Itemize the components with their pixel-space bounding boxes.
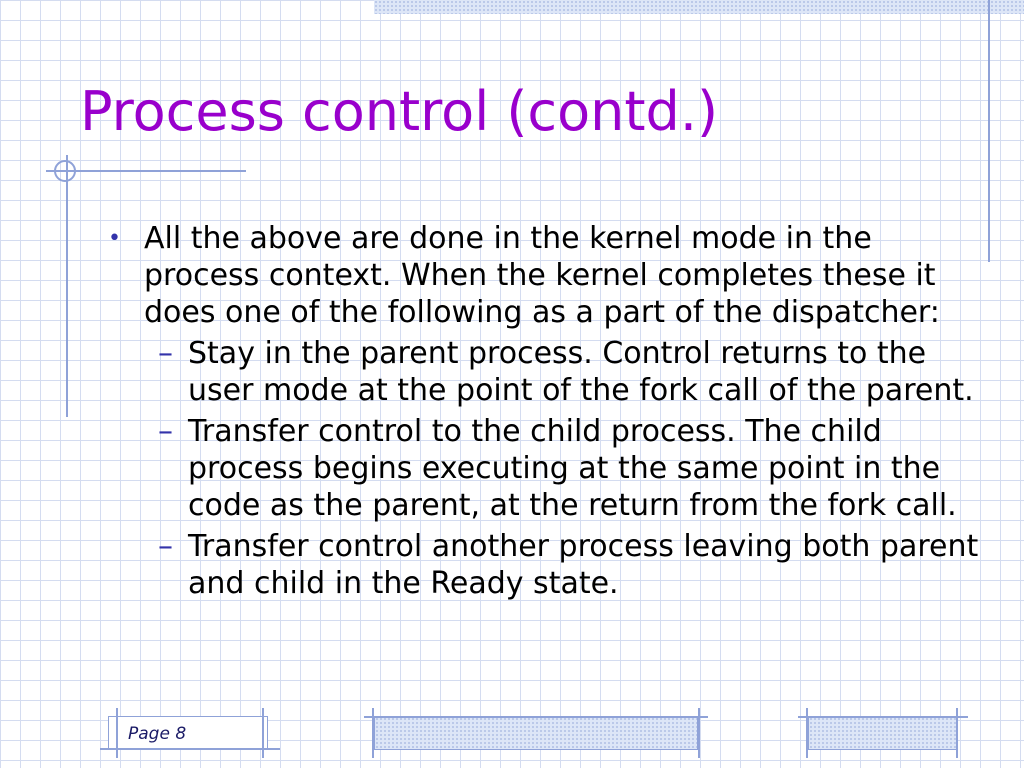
- decorative-horizontal-line-title: [46, 170, 246, 172]
- sub-bullet-text: Transfer control to the child process. The child process begins executing at the same point in the code as the parent, at the return from the fork call.: [188, 414, 957, 523]
- page-number: Page 8: [128, 724, 187, 744]
- decorative-footer-line: [364, 716, 708, 718]
- sub-bullet-marker: –: [158, 414, 173, 449]
- sub-bullet-item: [108, 335, 988, 409]
- decorative-footer-line: [798, 716, 968, 718]
- sub-bullet-text: Transfer control another process leaving both parent and child in the Ready state.: [188, 529, 979, 601]
- decorative-vertical-line-right: [988, 0, 990, 262]
- sub-bullet-marker: –: [158, 529, 173, 564]
- sub-bullet-text: Stay in the parent process. Control returns to the user mode at the point of the fork call of the parent.: [188, 336, 974, 408]
- sub-bullet-list: [108, 335, 988, 602]
- bullet-text: All the above are done in the kernel mode in the process context. When the kernel completes these it does one of the following as a part of the dispatcher:: [144, 221, 940, 330]
- decorative-vertical-line-left: [66, 155, 68, 417]
- decorative-footer-line: [116, 708, 118, 758]
- decorative-footer-line: [262, 708, 264, 758]
- slide-body: [108, 220, 988, 606]
- footer-decor-box-right: [808, 716, 958, 750]
- sub-bullet-marker: –: [158, 336, 173, 371]
- decorative-footer-line: [100, 748, 280, 750]
- decorative-circle-mark: [54, 160, 76, 182]
- footer-decor-box-middle: [374, 716, 698, 750]
- bullet-item: [108, 220, 988, 331]
- decorative-top-band: [374, 0, 1024, 14]
- sub-bullet-item: [108, 528, 988, 602]
- slide-title: Process control (contd.): [80, 80, 719, 143]
- sub-bullet-item: [108, 413, 988, 524]
- bullet-marker: •: [108, 226, 121, 251]
